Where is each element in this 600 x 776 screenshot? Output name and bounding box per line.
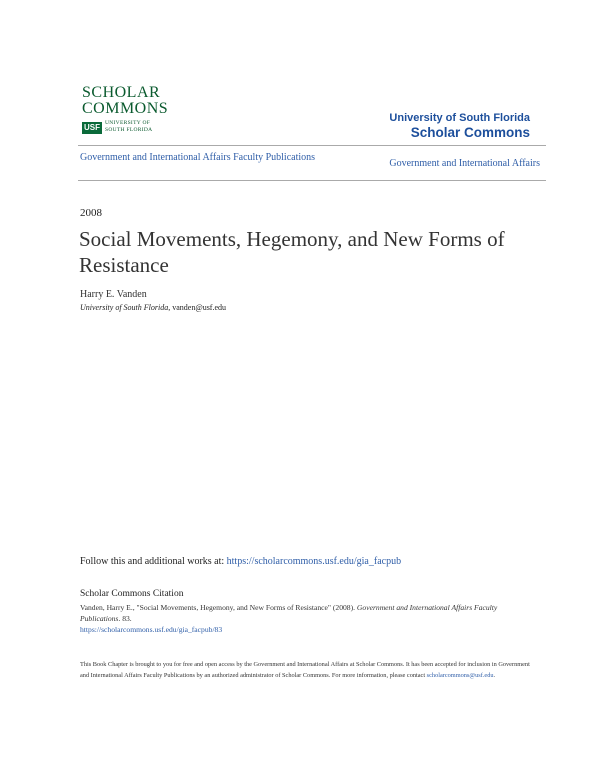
repository-header — [389, 112, 530, 140]
citation-body — [80, 602, 530, 635]
citation-series: Government and International Affairs Faculty Publications — [80, 603, 498, 623]
notice-text: This Book Chapter is brought to you for free and open access by the Government and International Affairs at Scholar Commons. It has been accepted for inclusion in Government and International Affairs Faculty Publications by an authorized administrator of Scholar Commons. For more information, please contact — [80, 661, 530, 679]
paper-title: Social Movements, Hegemony, and New Forms of Resistance — [79, 227, 505, 277]
collection-url-link[interactable]: https://scholarcommons.usf.edu/gia_facpub — [226, 556, 402, 567]
author-name: Harry E. Vanden — [80, 289, 147, 300]
author-affiliation: University of South Florida, vanden@usf.edu — [80, 303, 227, 312]
follow-works — [80, 556, 401, 567]
logo-line1: SCHOLAR — [82, 84, 161, 101]
follow-label: Follow this and additional works at: — [80, 556, 225, 567]
contact-email-link[interactable]: scholarcommons@usf.edu — [426, 672, 494, 679]
citation-text: Vanden, Harry E., "Social Movements, Hegemony, and New Forms of Resistance" (2008). — [80, 603, 356, 612]
logo-line2: COMMONS — [82, 100, 169, 117]
university-name[interactable]: University of South Florida — [389, 112, 530, 124]
repository-name[interactable]: Scholar Commons — [410, 125, 530, 140]
publication-year: 2008 — [80, 207, 102, 219]
scholar-commons-logo[interactable] — [82, 84, 169, 136]
citation-heading: Scholar Commons Citation — [80, 589, 184, 599]
collection-link-department[interactable]: Government and International Affairs — [389, 158, 540, 169]
author-email[interactable]: vanden@usf.edu — [172, 303, 227, 312]
access-notice: This Book Chapter is brought to you for free and open access by the Government and International Affairs at Scholar Commons. It has been accepted for inclusion in Government and International Affairs Faculty Publications by an authorized administrator of Scholar Commons. For more information, please contact scholarcommons@usf.edu. — [80, 661, 530, 679]
divider — [78, 145, 546, 146]
logo-subtitle: UNIVERSITY OF SOUTH FLORIDA — [105, 120, 153, 133]
divider — [78, 180, 546, 181]
citation-number: . 83. — [118, 614, 132, 623]
affiliation-name: University of South Florida — [80, 303, 169, 312]
usf-badge: USF — [84, 123, 100, 132]
collection-link-faculty-publications[interactable]: Government and International Affairs Faculty Publications — [80, 152, 316, 163]
citation-url-link[interactable]: https://scholarcommons.usf.edu/gia_facpub/83 — [80, 625, 223, 634]
